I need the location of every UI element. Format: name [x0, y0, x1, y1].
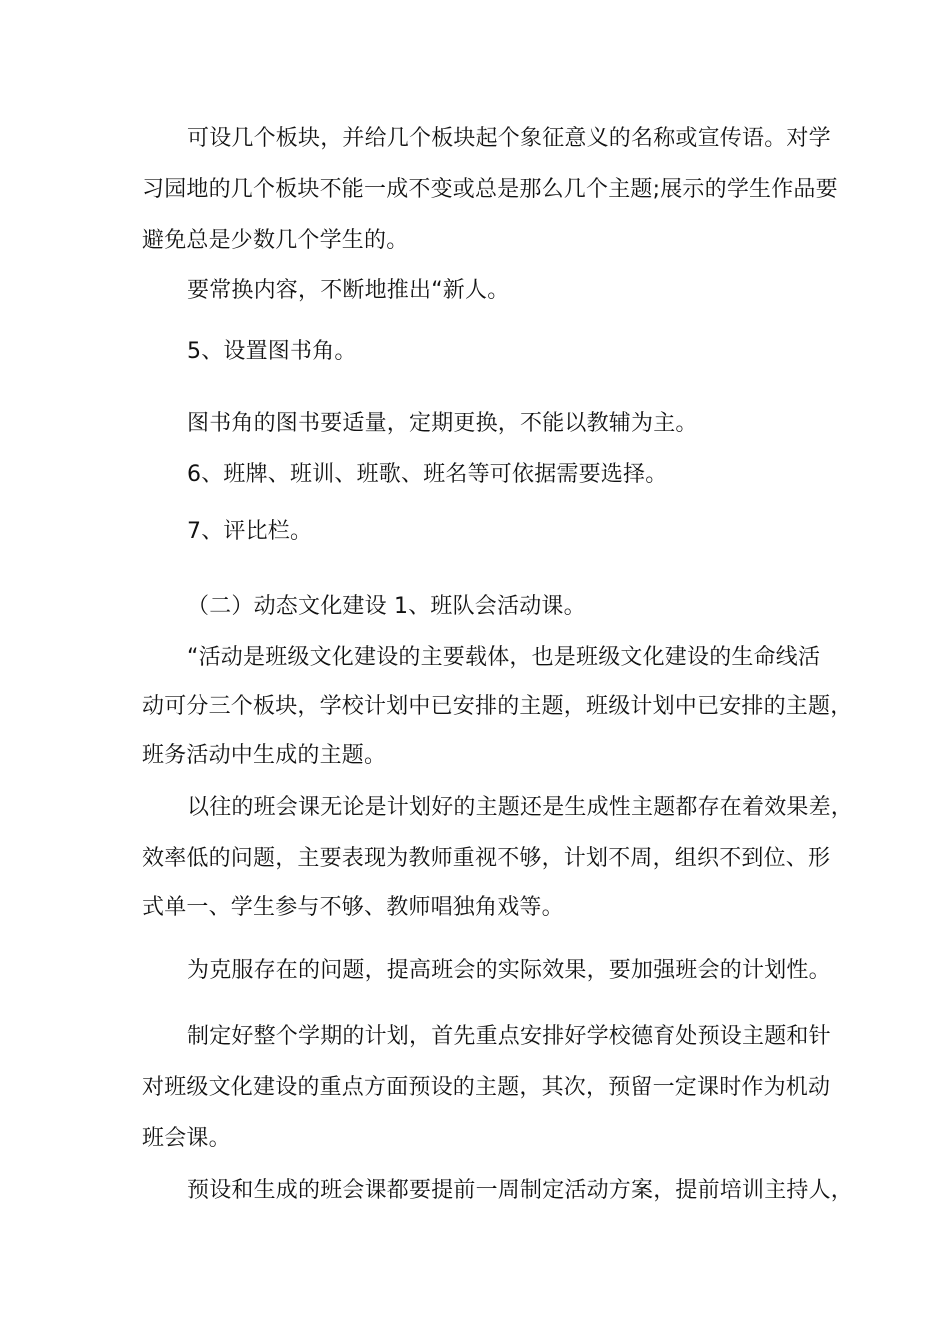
paragraph-11-line-2: 对班级文化建设的重点方面预设的主题，其次，预留一定课时作为机动: [142, 1075, 831, 1100]
paragraph-7-line-1: （二）动态文化建设 1、班队会活动课。: [187, 594, 586, 619]
paragraph-9-line-1: 以往的班会课无论是计划好的主题还是生成性主题都存在着效果差，: [187, 795, 854, 820]
paragraph-8-line-1: “活动是班级文化建设的主要载体，也是班级文化建设的生命线活: [187, 645, 821, 670]
paragraph-9-line-2: 效率低的问题，主要表现为教师重视不够，计划不周，组织不到位、形: [142, 846, 831, 871]
paragraph-4-line-1: 图书角的图书要适量，定期更换，不能以教辅为主。: [187, 411, 698, 436]
paragraph-1-line-3: 避免总是少数几个学生的。: [142, 228, 409, 253]
paragraph-11-line-1: 制定好整个学期的计划，首先重点安排好学校德育处预设主题和针: [187, 1024, 831, 1049]
paragraph-12-line-1: 预设和生成的班会课都要提前一周制定活动方案，提前培训主持人，: [187, 1178, 854, 1203]
paragraph-1-line-2: 习园地的几个板块不能一成不变或总是那么几个主题;展示的学生作品要: [142, 177, 838, 202]
paragraph-2-line-1: 要常换内容，不断地推出“新人。: [187, 278, 510, 303]
paragraph-9-line-3: 式单一、学生参与不够、教师唱独角戏等。: [142, 895, 564, 920]
paragraph-5-line-1: 6、班牌、班训、班歌、班名等可依据需要选择。: [187, 462, 668, 487]
paragraph-8-line-3: 班务活动中生成的主题。: [142, 743, 387, 768]
paragraph-6-line-1: 7、评比栏。: [187, 519, 313, 544]
paragraph-8-line-2: 动可分三个板块，学校计划中已安排的主题，班级计划中已安排的主题，: [142, 694, 853, 719]
paragraph-10-line-1: 为克服存在的问题，提高班会的实际效果，要加强班会的计划性。: [187, 958, 831, 983]
paragraph-3-line-1: 5、设置图书角。: [187, 339, 357, 364]
paragraph-11-line-3: 班会课。: [142, 1126, 231, 1151]
paragraph-1-line-1: 可设几个板块，并给几个板块起个象征意义的名称或宣传语。对学: [187, 126, 831, 151]
